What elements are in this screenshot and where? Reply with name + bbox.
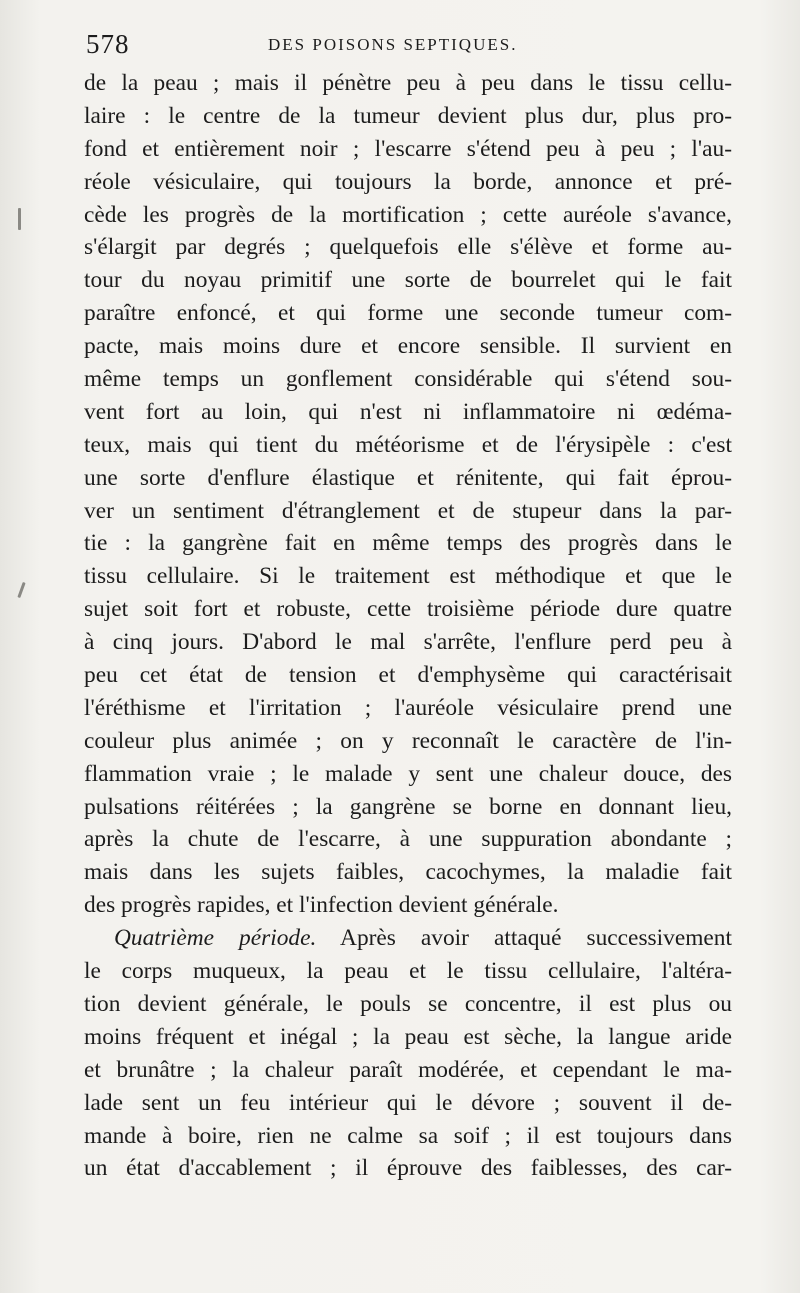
- paragraph-opening-line: [84, 922, 732, 955]
- text-line: pacte, mais moins dure et encore sensible. Il survient en: [84, 333, 732, 360]
- text-line: fond et entièrement noir ; l'escarre s'étend peu à peu ; l'au-: [84, 135, 732, 162]
- text-line: à cinq jours. D'abord le mal s'arrête, l'enflure perd peu à: [84, 629, 732, 656]
- text-line: de la peau ; mais il pénètre peu à peu dans le tissu cellu-: [84, 70, 732, 96]
- text-line: moins fréquent et inégal ; la peau est sèche, la langue aride: [84, 1023, 732, 1050]
- text-line: tissu cellulaire. Si le traitement est méthodique et que le: [84, 563, 732, 590]
- text-line: cède les progrès de la mortification ; cette auréole s'avance,: [84, 201, 732, 228]
- text-line: vent fort au loin, qui n'est ni inflammatoire ni œdéma-: [84, 398, 732, 425]
- page-header: [86, 26, 738, 62]
- text-line: flammation vraie ; le malade y sent une chaleur douce, des: [84, 760, 732, 787]
- text-line: tion devient générale, le pouls se concentre, il est plus ou: [84, 990, 732, 1017]
- text-line: laire : le centre de la tumeur devient plus dur, plus pro-: [84, 102, 732, 129]
- text-line: mande à boire, rien ne calme sa soif ; il est toujours dans: [84, 1122, 732, 1149]
- text-line: ver un sentiment d'étranglement et de stupeur dans la par-: [84, 497, 732, 524]
- text-line: un état d'accablement ; il éprouve des faiblesses, des car-: [84, 1155, 732, 1182]
- text-line: l'éréthisme et l'irritation ; l'auréole vésiculaire prend une: [84, 694, 732, 721]
- text-line: une sorte d'enflure élastique et rénitente, qui fait éprou-: [84, 464, 732, 491]
- text-line: s'élargit par degrés ; quelquefois elle s'élève et forme au-: [84, 234, 732, 261]
- body-text: [84, 67, 732, 1185]
- text-line: et brunâtre ; la chaleur paraît modérée, et cependant le ma-: [84, 1056, 732, 1083]
- text-line: peu cet état de tension et d'emphysème qui caractérisait: [84, 662, 732, 689]
- text-line: couleur plus animée ; on y reconnaît le caractère de l'in-: [84, 727, 732, 754]
- margin-mark: [18, 208, 21, 230]
- paragraph-opening-text: Après avoir attaqué successivement: [316, 925, 732, 952]
- page-number: 578: [86, 29, 130, 59]
- text-line: tour du noyau primitif une sorte de bourrelet qui le fait: [84, 267, 732, 294]
- margin-mark: [17, 582, 25, 598]
- running-title: DES POISONS SEPTIQUES.: [268, 35, 518, 54]
- text-line: des progrès rapides, et l'infection devient générale.: [84, 892, 559, 919]
- section-heading-italic: Quatrième période.: [114, 925, 317, 952]
- text-line: après la chute de l'escarre, à une suppuration abondante ;: [84, 826, 732, 853]
- text-line: pulsations réitérées ; la gangrène se borne en donnant lieu,: [84, 793, 732, 820]
- text-line: sujet soit fort et robuste, cette troisième période dure quatre: [84, 596, 732, 623]
- text-line: même temps un gonflement considérable qui s'étend sou-: [84, 366, 732, 393]
- text-line: teux, mais qui tient du météorisme et de l'érysipèle : c'est: [84, 431, 732, 458]
- text-line: le corps muqueux, la peau et le tissu cellulaire, l'altéra-: [84, 958, 732, 985]
- text-line: lade sent un feu intérieur qui le dévore ; souvent il de-: [84, 1089, 732, 1116]
- text-line: tie : la gangrène fait en même temps des progrès dans le: [84, 530, 732, 557]
- text-line: réole vésiculaire, qui toujours la borde, annonce et pré-: [84, 168, 732, 195]
- text-line: mais dans les sujets faibles, cacochymes, la maladie fait: [84, 859, 732, 886]
- text-line: paraître enfoncé, et qui forme une seconde tumeur com-: [84, 300, 732, 327]
